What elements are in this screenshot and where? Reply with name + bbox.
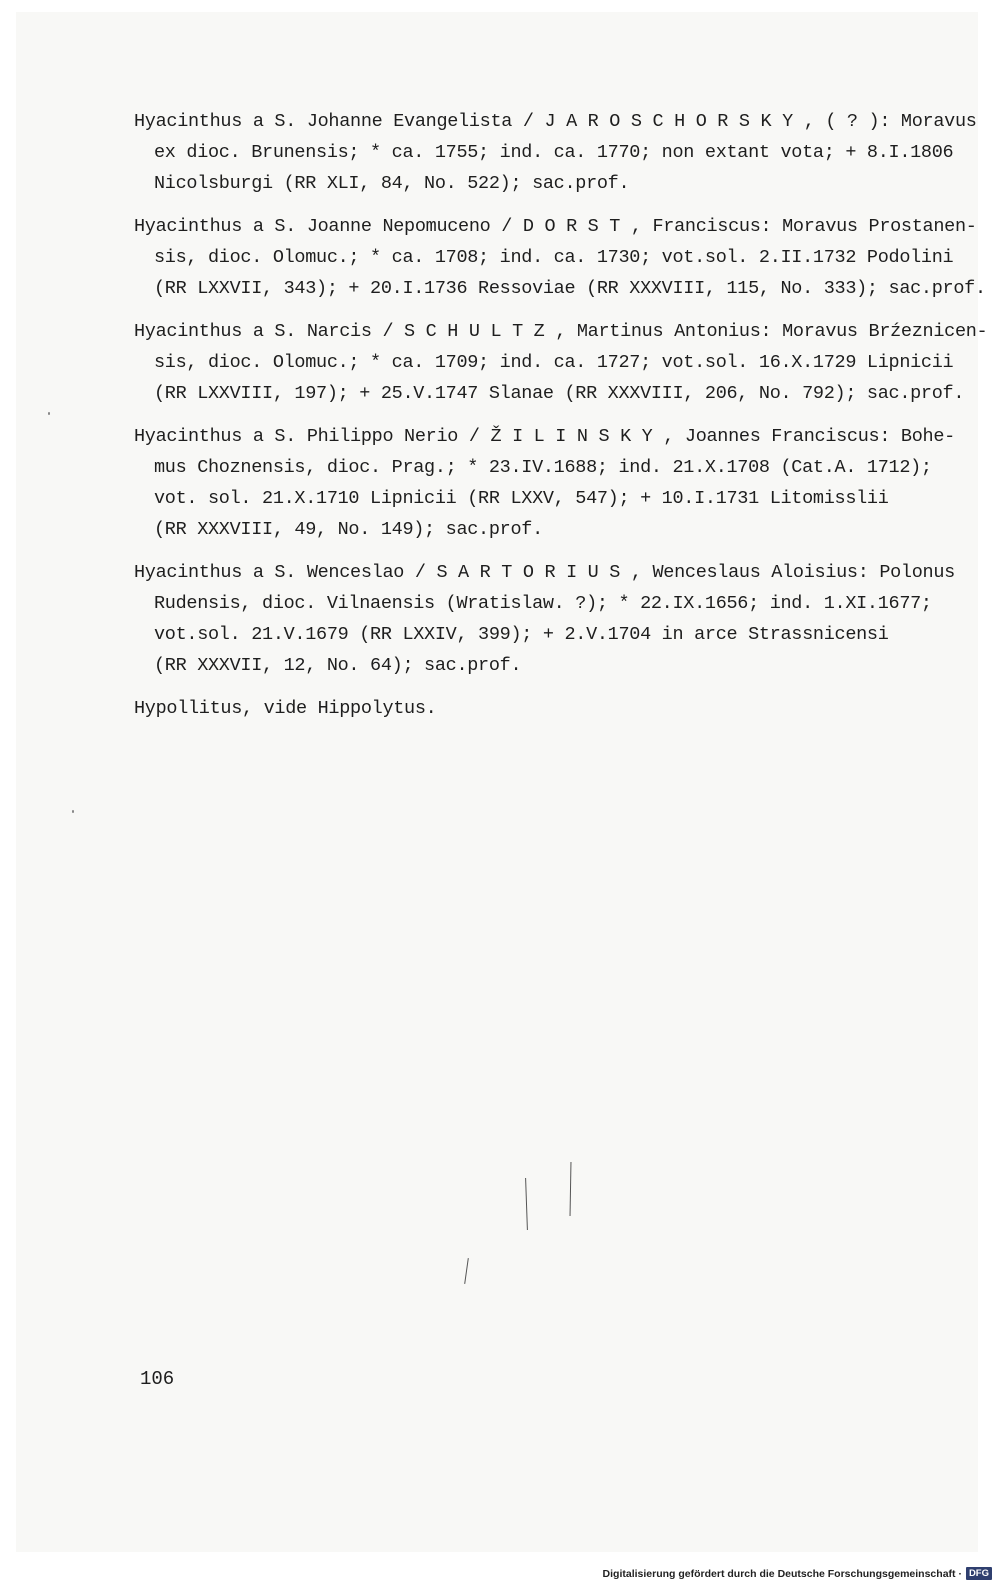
entry-line: (RR XXXVIII, 49, No. 149); sac.prof. [154,519,543,540]
dfg-logo-icon: DFG [966,1567,992,1580]
entry-schultz [134,316,988,409]
entry-line: sis, dioc. Olomuc.; * ca. 1709; ind. ca. 1727; vot.sol. 16.X.1729 Lipnicii [154,352,954,373]
entry-line: Hyacinthus a S. Johanne Evangelista / J A R O S C H O R S K Y , ( ? ): Moravus [134,111,977,132]
entry-zilinsky [134,421,964,545]
entry-line: sis, dioc. Olomuc.; * ca. 1708; ind. ca. 1730; vot.sol. 2.II.1732 Podolini [154,247,954,268]
entry-line: Hyacinthus a S. Philippo Nerio / Ž I L I N S K Y , Joannes Franciscus: Bohe- [134,426,955,447]
entry-line: Hyacinthus a S. Wenceslao / S A R T O R I U S , Wenceslaus Aloisius: Polonus [134,562,955,583]
entry-line: (RR LXXVII, 343); + 20.I.1736 Ressoviae (RR XXXVIII, 115, No. 333); sac.prof. [154,278,986,299]
footer-text: Digitalisierung gefördert durch die Deutsche Forschungsgemeinschaft · [602,1567,962,1580]
entry-list [134,106,988,736]
scan-speck [72,810,74,813]
entry-line: (RR LXXVIII, 197); + 25.V.1747 Slanae (RR XXXVIII, 206, No. 792); sac.prof. [154,383,965,404]
entry-hypollitus [134,693,964,724]
entry-line: Hyacinthus a S. Narcis / S C H U L T Z , Martinus Antonius: Moravus Brźeznicen- [134,321,988,342]
entry-line: Hyacinthus a S. Joanne Nepomuceno / D O R S T , Franciscus: Moravus Prostanen- [134,216,977,237]
entry-line: Nicolsburgi (RR XLI, 84, No. 522); sac.prof. [154,173,630,194]
entry-line: Hypollitus, vide Hippolytus. [134,698,437,719]
entry-sartorius [134,557,964,681]
entry-line: Rudensis, dioc. Vilnaensis (Wratislaw. ?); * 22.IX.1656; ind. 1.XI.1677; [154,593,932,614]
entry-dorst [134,211,986,304]
page-number: 106 [140,1368,175,1390]
entry-line: mus Choznensis, dioc. Prag.; * 23.IV.1688; ind. 21.X.1708 (Cat.A. 1712); [154,457,932,478]
digitization-footer [603,1567,992,1580]
entry-line: vot. sol. 21.X.1710 Lipnicii (RR LXXV, 547); + 10.I.1731 Litomisslii [154,488,889,509]
entry-line: (RR XXXVII, 12, No. 64); sac.prof. [154,655,522,676]
entry-jaroschorsky [134,106,977,199]
entry-line: vot.sol. 21.V.1679 (RR LXXIV, 399); + 2.V.1704 in arce Strassnicensi [154,624,889,645]
entry-line: ex dioc. Brunensis; * ca. 1755; ind. ca. 1770; non extant vota; + 8.I.1806 [154,142,954,163]
scan-speck [48,412,50,415]
